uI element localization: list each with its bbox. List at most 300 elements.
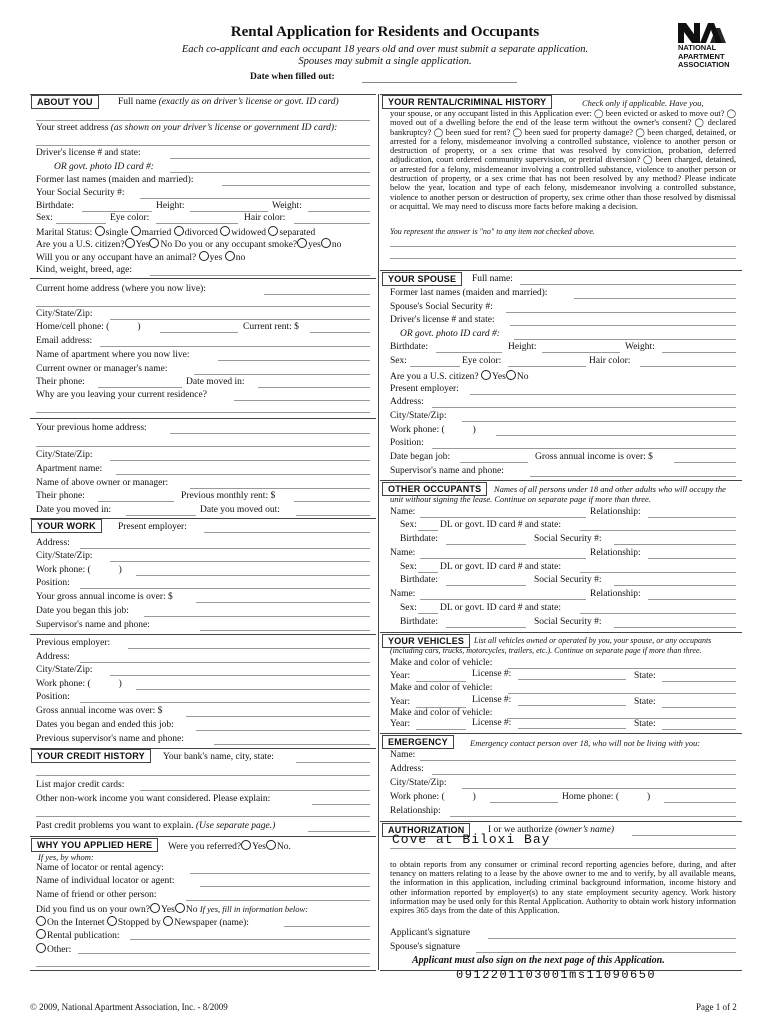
- spouse-income-field[interactable]: [674, 462, 736, 463]
- occupant-2-relationship-label: Relationship:: [590, 548, 641, 558]
- supervisor-label: Supervisor's name and phone:: [36, 620, 150, 630]
- previous-city-field[interactable]: [110, 460, 370, 461]
- occupant-1-sex-field[interactable]: [418, 530, 438, 531]
- spouse-govt-id-field[interactable]: [514, 339, 736, 340]
- previous-address-field[interactable]: [170, 433, 370, 434]
- other-field-2[interactable]: [36, 966, 370, 967]
- bank-field-2[interactable]: [36, 775, 370, 776]
- spouse-ssn-label: Spouse's Social Security #:: [390, 302, 493, 312]
- smoke-yes-radio[interactable]: [297, 238, 307, 248]
- individual-locator-field[interactable]: [200, 886, 370, 887]
- marital-label: Marital Status:: [36, 228, 93, 238]
- moved-in-field[interactable]: [258, 387, 370, 388]
- emergency-work-phone-field[interactable]: [490, 802, 558, 803]
- vehicle-1-year-field[interactable]: [416, 681, 466, 682]
- spouse-birthdate-field[interactable]: [436, 352, 502, 353]
- full-name-field[interactable]: [36, 120, 370, 121]
- occupant-1-sex-label: Sex:: [400, 520, 417, 530]
- vehicle-2-make-field[interactable]: [508, 693, 736, 694]
- rental-history-paragraph: your spouse, or any occupant listed in this Application ever: ◯ been evicted or asked to move out? ◯ moved out of a dwelling before the end of the lease term without the owner's consent? ◯ declared bankruptcy? ◯ been sued for rent? ◯ been sued for property damage? ◯ been charged, detained, or arrested for a felony, misdemeanor involving a controlled substance, violence to another person or destruction of property, or a sex crime that was resolved by conviction, probation, deferred adjudication, court ordered community supervision, or pretrial diversion? ◯ been charged, detained, or arrested for a felony, misdemeanor involving a controlled substance, violence to another person or destruction of property, or a sex crime that has not been resolved by any method? Please indicate below the year, location and type of each felony, misdemeanor involving a controlled substance, violence to another person or destruction of property, sex crime other than those resolved by dismissal or acquittal. We may need to discuss more facts before making a decision.: [390, 109, 736, 211]
- spouse-birthdate-label: Birthdate:: [390, 342, 428, 352]
- license-label: Driver's license # and state:: [36, 148, 141, 158]
- job-began-field[interactable]: [144, 616, 370, 617]
- applicant-signature-label: Applicant's signature: [390, 928, 471, 938]
- vehicle-2-license-field[interactable]: [518, 705, 626, 706]
- spouse-position-field[interactable]: [432, 448, 736, 449]
- friend-label: Name of friend or other person:: [36, 890, 157, 900]
- owner-name-field[interactable]: [390, 848, 736, 849]
- vehicle-3-license-label: License #:: [472, 718, 512, 728]
- previous-income-field[interactable]: [186, 716, 370, 717]
- previous-work-phone-label: Work phone: (: [36, 679, 91, 689]
- why-title: WHY YOU APPLIED HERE: [31, 838, 158, 852]
- vehicle-1-make-label: Make and color of vehicle:: [390, 658, 493, 668]
- spouse-signature-field[interactable]: [476, 952, 736, 953]
- spouse-sex-label: Sex:: [390, 356, 407, 366]
- occupants-note: Names of all persons under 18 and other adults who will occupy the unit without signing the lease. Continue on separate page if more than three.: [390, 484, 726, 504]
- occupant-3-birthdate-label: Birthdate:: [400, 617, 438, 627]
- vehicle-3-make-label: Make and color of vehicle:: [390, 708, 493, 718]
- ssn-label: Your Social Security #:: [36, 188, 125, 198]
- credit-problems-field[interactable]: [308, 831, 370, 832]
- occupant-1-relationship-label: Relationship:: [590, 507, 641, 517]
- current-owner-field[interactable]: [194, 374, 370, 375]
- left-bottom-border: [30, 970, 376, 971]
- work-city-field[interactable]: [110, 561, 370, 562]
- emergency-note: Emergency contact person over 18, who will not be living with you:: [470, 738, 701, 748]
- locator-label: Name of locator or rental agency:: [36, 863, 164, 873]
- spouse-sex-field[interactable]: [410, 366, 460, 367]
- occupant-2-birthdate-label: Birthdate:: [400, 575, 438, 585]
- previous-address-field-2[interactable]: [36, 446, 370, 447]
- occupant-3-birthdate-field[interactable]: [446, 627, 526, 628]
- newspaper-field[interactable]: [284, 926, 370, 927]
- occupant-3-sex-field[interactable]: [418, 613, 438, 614]
- spouse-position-label: Position:: [390, 438, 424, 448]
- emergency-city-label: City/State/Zip:: [390, 778, 447, 788]
- occupant-2-birthdate-field[interactable]: [446, 585, 526, 586]
- current-apartment-label: Name of apartment where you now live:: [36, 350, 190, 360]
- spouse-address-label: Address:: [390, 397, 424, 407]
- occupant-2-sex-label: Sex:: [400, 562, 417, 572]
- previous-rent-field[interactable]: [294, 501, 370, 502]
- present-employer-label: Present employer:: [118, 522, 187, 532]
- previous-owner-phone-label: Their phone:: [36, 491, 85, 501]
- if-yes-label: If yes, by whom:: [38, 852, 94, 862]
- form-code: 0912201103001ms11090650: [456, 968, 657, 982]
- spouse-eye-label: Eye color:: [462, 356, 502, 366]
- work-phone-label: Work phone: (: [36, 565, 91, 575]
- spouse-income-label: Gross annual income is over: $: [535, 452, 653, 462]
- occupant-1-relationship-field[interactable]: [648, 517, 736, 518]
- previous-city-label: City/State/Zip:: [36, 450, 93, 460]
- owner-phone-label: Their phone:: [36, 377, 85, 387]
- leaving-reason-label: Why are you leaving your current residence?: [36, 390, 207, 400]
- current-city-field[interactable]: [110, 319, 370, 320]
- citizen-yes-radio[interactable]: [125, 238, 135, 248]
- work-address-field[interactable]: [80, 548, 370, 549]
- naa-logo-icon: [676, 20, 726, 44]
- spouse-hair-label: Hair color:: [589, 356, 631, 366]
- work-income-label: Your gross annual income is over: $: [36, 592, 173, 602]
- rental-history-line-2[interactable]: [390, 258, 736, 259]
- spouse-license-label: Driver's license # and state:: [390, 315, 495, 325]
- work-phone-field[interactable]: [136, 575, 370, 576]
- current-address-field-2[interactable]: [36, 306, 370, 307]
- emergency-name-label: Name:: [390, 750, 416, 760]
- occupant-2-dl-field[interactable]: [580, 572, 736, 573]
- rental-history-title: YOUR RENTAL/CRIMINAL HISTORY: [382, 95, 552, 109]
- eye-color-label: Eye color:: [110, 213, 150, 223]
- about-title: ABOUT YOU: [31, 95, 99, 109]
- emergency-city-field[interactable]: [462, 788, 736, 789]
- previous-moved-in-label: Date you moved in:: [36, 505, 112, 515]
- license-field[interactable]: [170, 158, 370, 159]
- previous-work-city-label: City/State/Zip:: [36, 665, 93, 675]
- newspaper-radio[interactable]: [163, 916, 173, 926]
- current-apartment-field[interactable]: [218, 360, 370, 361]
- previous-moved-out-label: Date you moved out:: [200, 505, 280, 515]
- date-filled-label: Date when filled out:: [250, 72, 335, 82]
- emergency-address-label: Address:: [390, 764, 424, 774]
- supervisor-field[interactable]: [200, 630, 370, 631]
- other-income-field-2[interactable]: [36, 816, 370, 817]
- birthdate-label: Birthdate:: [36, 201, 74, 211]
- previous-employer-field[interactable]: [128, 648, 370, 649]
- sex-field[interactable]: [56, 223, 106, 224]
- owner-name-field-line[interactable]: [632, 835, 736, 836]
- occupant-3-dl-label: DL or govt. ID card # and state:: [440, 603, 561, 613]
- home-phone-label: Home/cell phone: (: [36, 322, 110, 332]
- spouse-city-label: City/State/Zip:: [390, 411, 447, 421]
- previous-owner-field[interactable]: [190, 488, 370, 489]
- occupant-3-relationship-field[interactable]: [648, 599, 736, 600]
- email-label: Email address:: [36, 336, 93, 346]
- find-yes-radio[interactable]: [150, 903, 160, 913]
- occupant-1-birthdate-field[interactable]: [446, 544, 526, 545]
- spouse-employer-field[interactable]: [470, 394, 736, 395]
- previous-work-phone-field[interactable]: [136, 689, 370, 690]
- vehicles-divider: [380, 632, 742, 633]
- emergency-home-phone-label: Home phone: (: [562, 792, 619, 802]
- weight-field[interactable]: [308, 211, 370, 212]
- vehicle-2-state-label: State:: [634, 697, 656, 707]
- locator-field[interactable]: [190, 873, 370, 874]
- occupant-2-ssn-field[interactable]: [614, 585, 736, 586]
- rental-application-page: Rental Application for Residents and Occupants Each co-applicant and each occupant 18 years old and over must submit a separate application. Spouses may submit a single application. Date when filled out: NATIONAL APARTMENT ASSOCIATION ABOUT YOU Full name (exactly as on driver’s license or govt. ID card) Your street address (as shown on your driver’s license or government ID card): Driver's license # and state: OR govt. photo ID card #: Former last names (maiden and married): Your Social Security #: Birthdate: Height: Weight: Sex: Eye color: Hair color: Marital Status: single married divorced widowed separated Are you a U.S. citizen? Yes No Do you or any occupant smoke? yes no Will you or any occupant have an animal? yes no Kind, weight, breed, age: Current home address (where you now live): City/State/Zip: Home/cell phone: ( ) Current rent: $ Email address: Name of apartment where you now live: Current owner or manager's name: Their phone: Date moved in: Why are you leaving your current residence? Your previous home address: City/State/Zip: Apartment name: Name of above owner or manager: Their phone: Previous monthly rent: $ Date you moved in: Date you moved out: YOUR WORK Present employer: Address: City/State/Zip: Work phone: ( ) Position: Your gross annual income is over: $ Date you began this job: Supervisor's name and phone: Previous employer: Address: City/State/Zip: Work phone: ( ) Position: Gross annual income was over: $ Dates you began and ended this job: Previous supervisor's name and phone: YOUR CREDIT HISTORY Your bank's name, city, state: List major credit cards: Other non-work income you want considered. Please explain: Past credit problems you want to explain. (Use separate page.) WHY YOU APPLIED HERE Were you referred? Yes No. If yes, by whom: Name of locator or rental agency: Name of individual locator or agent: Name of friend or other person: Did you find us on your own? Yes No If yes, fill in information below: On the Internet Stopped by Newspaper (name): Rental publication: Other: YOUR RENTAL/CRIMINAL HISTORY Check only if applicable. Have you, your spouse, or any occupant listed in this Application ever: ◯ been evicted or asked to move out? ◯ moved out of a dwelling before the end of the lease term without the owner's consent? ◯ declared bankruptcy? ◯ been sued for rent? ◯ been sued for property damage? ◯ been charged, detained, or arrested for a felony, misdemeanor involving a controlled substance, violence to another person or destruction of property, or a sex crime that was resolved by conviction, probation, deferred adjudication, court ordered community supervision, or pretrial diversion? ◯ been charged, detained, or arrested for a felony, misdemeanor involving a controlled substance, violence to another person or destruction of property, or a sex crime that has not been resolved by any method? Please indicate below the year, location and type of each felony, misdemeanor involving a controlled substance, violence to another person or destruction of property, sex crime other than those resolved by dismissal or acquittal. We may need to discuss more facts before making a decision. You represent the answer is "no" to any item not checked above. YOUR SPOUSE Full name: Former last names (maiden and married): Spouse's Social Security #: Driver's license # and state: OR govt. photo ID card #: Birthdate: Height: Weight: Sex: Eye color: Hair color: Are you a U.S. citizen? Yes No Present employer: Address: City/State/Zip: Work phone: ( ) Position: Date began job: Gross annual income is over: $ Supervisor's name and phone: OTHER OCCUPANTS Names of all persons under 18 and other adults who will occupy the unit without signing the lease. Continue on separate page if more than three. Name: Relationship: Sex: DL or govt. ID card # and state: Birthdate: Social Security #: Name: Relationship: Sex: DL or govt. ID card # and state: Birthdate: Social Security #: Name: Relationship: Sex: DL or govt. ID card # and state: Birthdate: Social Security #: YOUR VEHICLES List all vehicles owned or operated by you, your spouse, or any occupants (including cars, trucks, motorcycles, trailers, etc.). Continue on separate page if more than three. Make and color of vehicle: Year: License #: State: Make and color of vehicle: Year: License #: State: Make and color of vehicle: Year: License #: State: EMERGENCY Emergency contact person over 18, who will not be living with you: Name: Address: City/State/Zip: Work phone: ( ) Home phone: ( ) Relationship: AUTHORIZATION I or we authorize (owner’s name) Cove at Biloxi Bay to obtain reports from any consumer or criminal record reporting agencies before, during, and after tenancy on matters relating to a lease by the above owner to me and to verify, by all available means, the information in this application, including criminal background information, income history and other information reported by employer(s) to any state employment security agency. Work history information may be used only for this Rental Application. Authority to obtain work history information expires 365 days from the date of this Application. Applicant's signature Spouse's signature Applicant must also sign on the next page of this Application. © 2009, National Apartment Association, Inc. - 8/2009 0912201103001ms11090650 Page 1 of 2: [0, 0, 770, 1024]
- weight-label: Weight:: [272, 201, 302, 211]
- vehicle-1-make-field[interactable]: [508, 668, 736, 669]
- occupant-2-name-field[interactable]: [420, 558, 586, 559]
- previous-employer-label: Previous employer:: [36, 638, 111, 648]
- work-position-label: Position:: [36, 578, 70, 588]
- bank-field[interactable]: [296, 762, 370, 763]
- previous-work-city-field[interactable]: [110, 675, 370, 676]
- former-names-label: Former last names (maiden and married):: [36, 175, 194, 185]
- occupant-2-ssn-label: Social Security #:: [534, 575, 602, 585]
- vehicle-1-state-label: State:: [634, 671, 656, 681]
- credit-title: YOUR CREDIT HISTORY: [31, 749, 151, 763]
- date-filled-field[interactable]: [362, 82, 517, 83]
- find-no-radio[interactable]: [175, 903, 185, 913]
- animal-kind-field[interactable]: [150, 275, 370, 276]
- occupant-2-sex-field[interactable]: [418, 572, 438, 573]
- vehicle-2-state-field[interactable]: [662, 707, 736, 708]
- leaving-reason-field[interactable]: [234, 400, 370, 401]
- occupants-title: OTHER OCCUPANTS: [382, 482, 487, 496]
- hair-color-field[interactable]: [294, 223, 370, 224]
- friend-field[interactable]: [186, 900, 370, 901]
- birthdate-field[interactable]: [82, 211, 152, 212]
- previous-apartment-field[interactable]: [116, 474, 370, 475]
- vehicle-1-license-field[interactable]: [518, 679, 626, 680]
- spouse-city-field[interactable]: [462, 421, 736, 422]
- spouse-address-field[interactable]: [432, 407, 736, 408]
- occupant-3-sex-label: Sex:: [400, 603, 417, 613]
- occupant-3-dl-field[interactable]: [580, 613, 736, 614]
- vehicle-3-state-field[interactable]: [662, 729, 736, 730]
- occupant-1-ssn-field[interactable]: [614, 544, 736, 545]
- previous-dates-label: Dates you began and ended this job:: [36, 720, 174, 730]
- emergency-home-phone-field[interactable]: [664, 802, 736, 803]
- referred-yes-radio[interactable]: [241, 840, 251, 850]
- job-began-label: Date you began this job:: [36, 606, 129, 616]
- vehicle-2-year-label: Year:: [390, 697, 411, 707]
- owner-name-value[interactable]: Cove at Biloxi Bay: [392, 832, 551, 847]
- current-address-field[interactable]: [264, 294, 370, 295]
- form-subtitle-2: Spouses may submit a single application.: [298, 56, 472, 67]
- emergency-work-phone-label: Work phone: (: [390, 792, 445, 802]
- govt-id-field[interactable]: [170, 172, 370, 173]
- smoke-label: Do you or any occupant smoke?: [174, 240, 298, 250]
- animal-yes-radio[interactable]: [199, 251, 209, 261]
- rental-history-note: You represent the answer is "no" to any item not checked above.: [390, 227, 595, 236]
- work-address-label: Address:: [36, 538, 70, 548]
- single-radio[interactable]: [95, 226, 105, 236]
- spouse-former-field[interactable]: [574, 298, 736, 299]
- current-owner-label: Current owner or manager's name:: [36, 364, 168, 374]
- credit-cards-label: List major credit cards:: [36, 780, 125, 790]
- form-subtitle-1: Each co-applicant and each occupant 18 years old and over must submit a separate application.: [181, 44, 589, 55]
- street-label: Your street address: [36, 123, 109, 133]
- emergency-name-field[interactable]: [420, 760, 736, 761]
- internet-radio[interactable]: [36, 916, 46, 926]
- spouse-phone-field[interactable]: [496, 435, 736, 436]
- ssn-field[interactable]: [140, 198, 370, 199]
- vehicle-1-year-label: Year:: [390, 671, 411, 681]
- vehicle-3-license-field[interactable]: [518, 728, 626, 729]
- form-title: Rental Application for Residents and Occupants: [230, 24, 540, 40]
- occupant-3-ssn-field[interactable]: [614, 627, 736, 628]
- page-number: Page 1 of 2: [696, 1002, 737, 1012]
- smoke-no-radio[interactable]: [321, 238, 331, 248]
- animal-label: Will you or any occupant have an animal?: [36, 253, 197, 263]
- former-names-field[interactable]: [222, 185, 370, 186]
- vehicles-note: List all vehicles owned or operated by you, your spouse, or any occupants (including cars, trucks, motorcycles, trailers, etc.). Continue on separate page if more than three.: [390, 636, 712, 655]
- divorced-radio[interactable]: [174, 226, 184, 236]
- other-field[interactable]: [78, 953, 370, 954]
- citizen-no-radio[interactable]: [149, 238, 159, 248]
- bank-label: Your bank's name, city, state:: [163, 752, 274, 762]
- spouse-license-field[interactable]: [510, 325, 736, 326]
- spouse-hair-field[interactable]: [640, 366, 736, 367]
- occupant-1-name-label: Name:: [390, 507, 416, 517]
- current-home-divider: [30, 278, 376, 279]
- copyright: © 2009, National Apartment Association, Inc. - 8/2009: [30, 1002, 228, 1012]
- other-income-field[interactable]: [312, 804, 370, 805]
- hair-color-label: Hair color:: [244, 213, 286, 223]
- current-city-label: City/State/Zip:: [36, 309, 93, 319]
- authorization-paragraph: to obtain reports from any consumer or criminal record reporting agencies before, during, and after tenancy on matters relating to a lease by the above owner to me and to verify, by all available means, the information in this application, including criminal background information, income history and other information reported by employer(s) to any state employment security agency. Work history information may be used only for this Rental Application. Authority to obtain work history information expires 365 days from the date of this Application.: [390, 860, 736, 916]
- separated-radio[interactable]: [268, 226, 278, 236]
- spouse-former-label: Former last names (maiden and married):: [390, 288, 548, 298]
- work-income-field[interactable]: [196, 602, 370, 603]
- occupant-2-name-label: Name:: [390, 548, 416, 558]
- vehicle-3-year-label: Year:: [390, 719, 411, 729]
- occupant-1-name-field[interactable]: [420, 517, 586, 518]
- spouse-signature-label: Spouse's signature: [390, 942, 461, 952]
- spouse-citizen-yes-radio[interactable]: [481, 370, 491, 380]
- occupant-1-dl-field[interactable]: [580, 530, 736, 531]
- check-applicable-label: Check only if applicable. Have you,: [582, 98, 704, 108]
- occupants-divider: [380, 480, 742, 481]
- street-field[interactable]: [36, 145, 370, 146]
- spouse-title: YOUR SPOUSE: [382, 272, 462, 286]
- occupant-1-birthdate-label: Birthdate:: [400, 534, 438, 544]
- spouse-phone-label: Work phone: (: [390, 425, 445, 435]
- govt-id-label: OR govt. photo ID card #:: [54, 162, 154, 172]
- animal-kind-label: Kind, weight, breed, age:: [36, 265, 133, 275]
- stopped-by-radio[interactable]: [107, 916, 117, 926]
- previous-rent-label: Previous monthly rent: $: [181, 491, 276, 501]
- previous-position-label: Position:: [36, 692, 70, 702]
- spouse-employer-label: Present employer:: [390, 384, 459, 394]
- vehicle-1-state-field[interactable]: [662, 681, 736, 682]
- spouse-weight-field[interactable]: [662, 352, 736, 353]
- previous-supervisor-field[interactable]: [214, 744, 370, 745]
- previous-position-field[interactable]: [80, 702, 370, 703]
- find-own-label: Did you find us on your own?: [36, 905, 150, 915]
- work-title: YOUR WORK: [31, 519, 102, 533]
- home-phone-field[interactable]: [160, 332, 238, 333]
- spouse-weight-label: Weight:: [625, 342, 655, 352]
- vehicle-3-state-label: State:: [634, 719, 656, 729]
- previous-work-address-label: Address:: [36, 652, 70, 662]
- spouse-divider: [380, 270, 742, 271]
- spouse-supervisor-label: Supervisor's name and phone:: [390, 466, 504, 476]
- full-name-label: Full name: [118, 97, 157, 107]
- married-radio[interactable]: [131, 226, 141, 236]
- previous-moved-in-field[interactable]: [126, 515, 196, 516]
- spouse-citizen-no-radio[interactable]: [506, 370, 516, 380]
- other-income-label: Other non-work income you want considered. Please explain:: [36, 794, 271, 804]
- sex-label: Sex:: [36, 213, 53, 223]
- authorize-label: I or we authorize: [488, 825, 553, 835]
- spouse-eye-field[interactable]: [508, 366, 586, 367]
- occupant-2-dl-label: DL or govt. ID card # and state:: [440, 562, 561, 572]
- must-sign-note: Applicant must also sign on the next page of this Application.: [412, 955, 665, 966]
- widowed-radio[interactable]: [220, 226, 230, 236]
- occupant-1-dl-label: DL or govt. ID card # and state:: [440, 520, 561, 530]
- previous-home-divider: [30, 418, 376, 419]
- vehicle-2-make-label: Make and color of vehicle:: [390, 683, 493, 693]
- column-separator: [378, 94, 379, 970]
- rental-publication-radio[interactable]: [36, 929, 46, 939]
- citizen-label: Are you a U.S. citizen?: [36, 240, 125, 250]
- emergency-address-field[interactable]: [432, 774, 736, 775]
- vehicle-1-license-label: License #:: [472, 669, 512, 679]
- rental-history-line-1[interactable]: [390, 246, 736, 247]
- previous-dates-field[interactable]: [196, 730, 370, 731]
- height-field[interactable]: [190, 211, 268, 212]
- spouse-began-field[interactable]: [460, 462, 528, 463]
- spouse-name-field[interactable]: [520, 284, 736, 285]
- spouse-supervisor-field[interactable]: [530, 476, 736, 477]
- naa-logo: NATIONAL APARTMENT ASSOCIATION: [674, 20, 754, 80]
- why-divider: [30, 836, 376, 837]
- occupant-2-relationship-field[interactable]: [648, 558, 736, 559]
- authorization-divider: [380, 821, 742, 822]
- leaving-reason-field-2[interactable]: [36, 412, 370, 413]
- other-radio[interactable]: [36, 943, 46, 953]
- previous-moved-out-field[interactable]: [296, 515, 370, 516]
- work-position-field[interactable]: [80, 588, 370, 589]
- referred-no-radio[interactable]: [266, 840, 276, 850]
- credit-cards-field[interactable]: [140, 790, 370, 791]
- occupant-3-name-field[interactable]: [420, 599, 586, 600]
- vehicle-3-make-field[interactable]: [508, 718, 736, 719]
- previous-income-label: Gross annual income was over: $: [36, 706, 163, 716]
- owner-phone-field[interactable]: [98, 387, 182, 388]
- spouse-height-label: Height:: [508, 342, 537, 352]
- occupant-3-name-label: Name:: [390, 589, 416, 599]
- previous-owner-label: Name of above owner or manager:: [36, 478, 169, 488]
- previous-work-divider: [30, 634, 376, 635]
- spouse-ssn-field[interactable]: [506, 312, 736, 313]
- applicant-signature-field[interactable]: [488, 938, 736, 939]
- vehicle-3-year-field[interactable]: [416, 729, 466, 730]
- referred-label: Were you referred?: [168, 842, 242, 852]
- previous-supervisor-label: Previous supervisor's name and phone:: [36, 734, 184, 744]
- previous-apartment-label: Apartment name:: [36, 464, 103, 474]
- credit-problems-label: Past credit problems you want to explain.: [36, 821, 194, 831]
- previous-work-address-field[interactable]: [80, 662, 370, 663]
- spouse-began-label: Date began job:: [390, 452, 451, 462]
- animal-no-radio[interactable]: [225, 251, 235, 261]
- vehicles-title: YOUR VEHICLES: [382, 634, 470, 648]
- current-rent-label: Current rent: $: [243, 322, 299, 332]
- eye-color-field[interactable]: [156, 223, 238, 224]
- height-label: Height:: [156, 201, 185, 211]
- emergency-relationship-label: Relationship:: [390, 806, 441, 816]
- rental-publication-field[interactable]: [130, 939, 370, 940]
- current-address-label: Current home address (where you now live):: [36, 284, 206, 294]
- emergency-title: EMERGENCY: [382, 735, 454, 749]
- authorization-title: AUTHORIZATION: [382, 823, 470, 837]
- previous-owner-phone-field[interactable]: [98, 501, 174, 502]
- spouse-height-field[interactable]: [542, 352, 620, 353]
- emergency-divider: [380, 733, 742, 734]
- occupant-3-relationship-label: Relationship:: [590, 589, 641, 599]
- current-rent-field[interactable]: [310, 332, 370, 333]
- work-city-label: City/State/Zip:: [36, 551, 93, 561]
- individual-locator-label: Name of individual locator or agent:: [36, 876, 175, 886]
- vehicle-2-license-label: License #:: [472, 695, 512, 705]
- moved-in-label: Date moved in:: [186, 377, 245, 387]
- email-field[interactable]: [100, 346, 370, 347]
- emergency-relationship-field[interactable]: [450, 816, 736, 817]
- present-employer-field[interactable]: [204, 532, 370, 533]
